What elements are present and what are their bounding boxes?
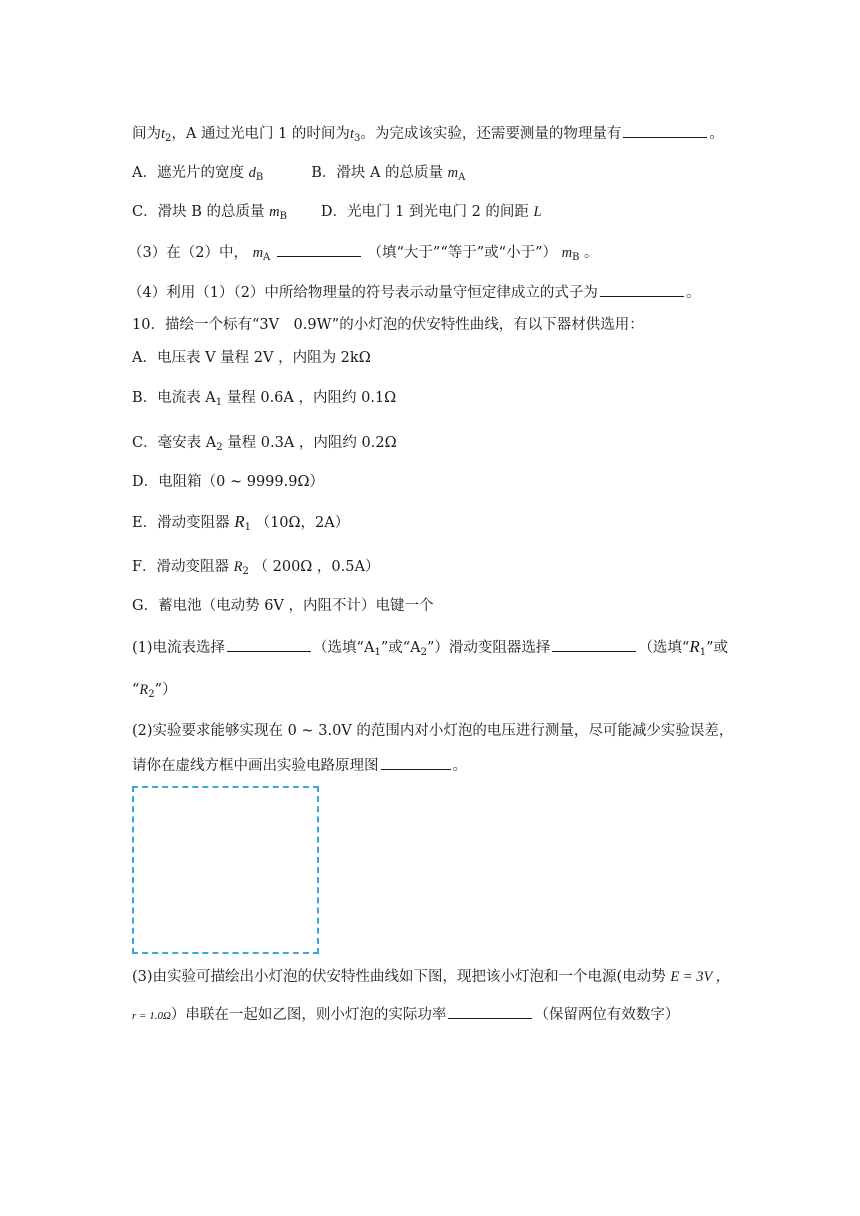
var-m: m [269, 204, 280, 220]
part-1-line-2 [132, 680, 177, 705]
text-fragment: C．毫安表 [132, 435, 202, 451]
options-a-b [132, 163, 465, 188]
text-fragment: ”）滑动变阻器选择 [427, 640, 551, 656]
subscript: 2 [216, 442, 223, 453]
question-10-stem [132, 315, 644, 335]
sub-question-4 [128, 281, 700, 303]
var-t: t [161, 126, 166, 142]
part-1-line-1 [132, 636, 728, 663]
text-fragment: F．滑动变阻器 [132, 559, 230, 575]
text-fragment: D．电阻箱（0 ~ 9999.9Ω） [132, 474, 324, 490]
equipment-d [132, 472, 324, 492]
subscript: 1 [699, 647, 707, 658]
var-a: A [363, 640, 375, 656]
part-3-line-2 [132, 1003, 679, 1026]
equipment-g [132, 596, 434, 616]
text-fragment: （3）在（2）中， [128, 245, 248, 261]
subscript: B [279, 211, 287, 222]
text-fragment: （填“大于”“等于”或“小于”） [367, 245, 557, 261]
text-fragment: ”或“ [380, 640, 411, 656]
var-m: m [252, 245, 264, 261]
text-fragment: 。 [584, 245, 599, 261]
text-fragment: A．电压表 V 量程 2V ，内阻为 2kΩ [132, 350, 371, 366]
subscript: 1 [374, 647, 381, 658]
var-m: m [561, 245, 573, 261]
text-fragment: 量程 0.6A ，内阻约 0.1Ω [226, 390, 397, 406]
text-fragment: (2)实验要求能够实现在 0 ~ 3.0V 的范围内对小灯泡的电压进行测量，尽可能减少实验误差， [132, 723, 734, 739]
subscript: B [255, 172, 264, 183]
equipment-c [132, 433, 397, 458]
var-m: m [447, 165, 459, 181]
text-fragment: 。 [709, 126, 724, 142]
text-fragment: （选填“ [313, 640, 364, 656]
internal-resistance: r = 1.0Ω [132, 1010, 171, 1022]
text-fragment: ）串联在一起如乙图，则小灯泡的实际功率 [170, 1007, 447, 1023]
text-fragment: 。 [452, 758, 467, 774]
equipment-e [132, 512, 349, 538]
question-9-continuation-line [132, 122, 724, 149]
var-t: t [349, 126, 354, 142]
text-fragment: ”或 [706, 640, 729, 656]
text-fragment: 请你在虚线方框中画出实验电路原理图 [132, 758, 379, 774]
text-fragment: 量程 0.3A ，内阻约 0.2Ω [227, 435, 397, 451]
var-r: R [139, 682, 149, 698]
text-fragment: (1)电流表选择 [132, 640, 226, 656]
circuit-drawing-box[interactable] [132, 786, 319, 954]
subscript: 1 [244, 522, 251, 533]
option-c: C．滑块 B 的总质量 [132, 204, 265, 220]
answer-blank[interactable] [381, 754, 451, 770]
sub-question-3 [128, 241, 599, 268]
text-fragment: （4）利用（1）（2）中所给物理量的符号表示动量守恒定律成立的式子为 [128, 285, 598, 301]
subscript: 2 [148, 689, 155, 700]
text-fragment: G．蓄电池（电动势 6V ，内阻不计）电键一个 [132, 598, 434, 614]
answer-blank[interactable] [448, 1003, 532, 1019]
option-d: D．光电门 1 到光电门 2 的间距 [320, 204, 529, 220]
var-a: A [410, 640, 421, 656]
options-c-d [132, 202, 542, 227]
text-fragment: 间为 [132, 126, 161, 142]
part-3-line-1 [132, 967, 730, 987]
subscript: 2 [420, 647, 428, 658]
var-d: d [248, 165, 256, 181]
part-2-line-2 [132, 754, 467, 776]
subscript: 3 [353, 133, 361, 144]
text-fragment: E．滑动变阻器 [132, 515, 230, 531]
part-2-line-1 [132, 721, 733, 741]
emf-value: E = 3V ， [670, 969, 731, 985]
var-a: A [205, 435, 217, 451]
subscript: B [572, 252, 580, 263]
text-fragment: （选填“ [638, 640, 690, 656]
text-fragment: “ [132, 682, 140, 698]
text-fragment: 10．描绘一个标有“3V 0.9W”的小灯泡的伏安特性曲线，有以下器材供选用： [132, 317, 644, 333]
subscript: 2 [242, 566, 249, 577]
var-l: L [533, 204, 542, 220]
subscript: 1 [215, 397, 223, 408]
equipment-a [132, 348, 371, 368]
answer-blank[interactable] [552, 636, 636, 652]
text-fragment: （保留两位有效数字） [534, 1007, 680, 1023]
text-fragment: ”） [154, 682, 177, 698]
text-fragment: 。 [685, 285, 701, 301]
text-fragment: （ 200Ω ，0.5A） [253, 559, 380, 575]
answer-blank[interactable] [623, 122, 707, 138]
equipment-f [132, 557, 379, 582]
answer-blank[interactable] [227, 636, 311, 652]
text-fragment: (3)由实验可描绘出小灯泡的伏安特性曲线如下图，现把该小灯泡和一个电源(电动势 [132, 969, 666, 985]
var-r: R [689, 637, 700, 656]
option-a: A．遮光片的宽度 [132, 165, 244, 181]
equipment-b [132, 388, 396, 413]
option-b: B．滑块 A 的总质量 [311, 165, 444, 181]
text-fragment: （10Ω，2A） [255, 515, 350, 531]
subscript: A [458, 172, 466, 183]
answer-blank[interactable] [600, 281, 684, 297]
subscript: 2 [165, 133, 172, 144]
subscript: A [263, 252, 271, 263]
text-fragment: 。为完成该实验，还需要测量的物理量有 [360, 126, 622, 142]
text-fragment: ，A 通过光电门 1 的时间为 [171, 126, 350, 142]
var-a: A [205, 390, 216, 406]
answer-blank[interactable] [277, 241, 361, 257]
var-r: R [234, 512, 245, 531]
text-fragment: B．电流表 [132, 390, 201, 406]
var-r: R [233, 559, 243, 575]
